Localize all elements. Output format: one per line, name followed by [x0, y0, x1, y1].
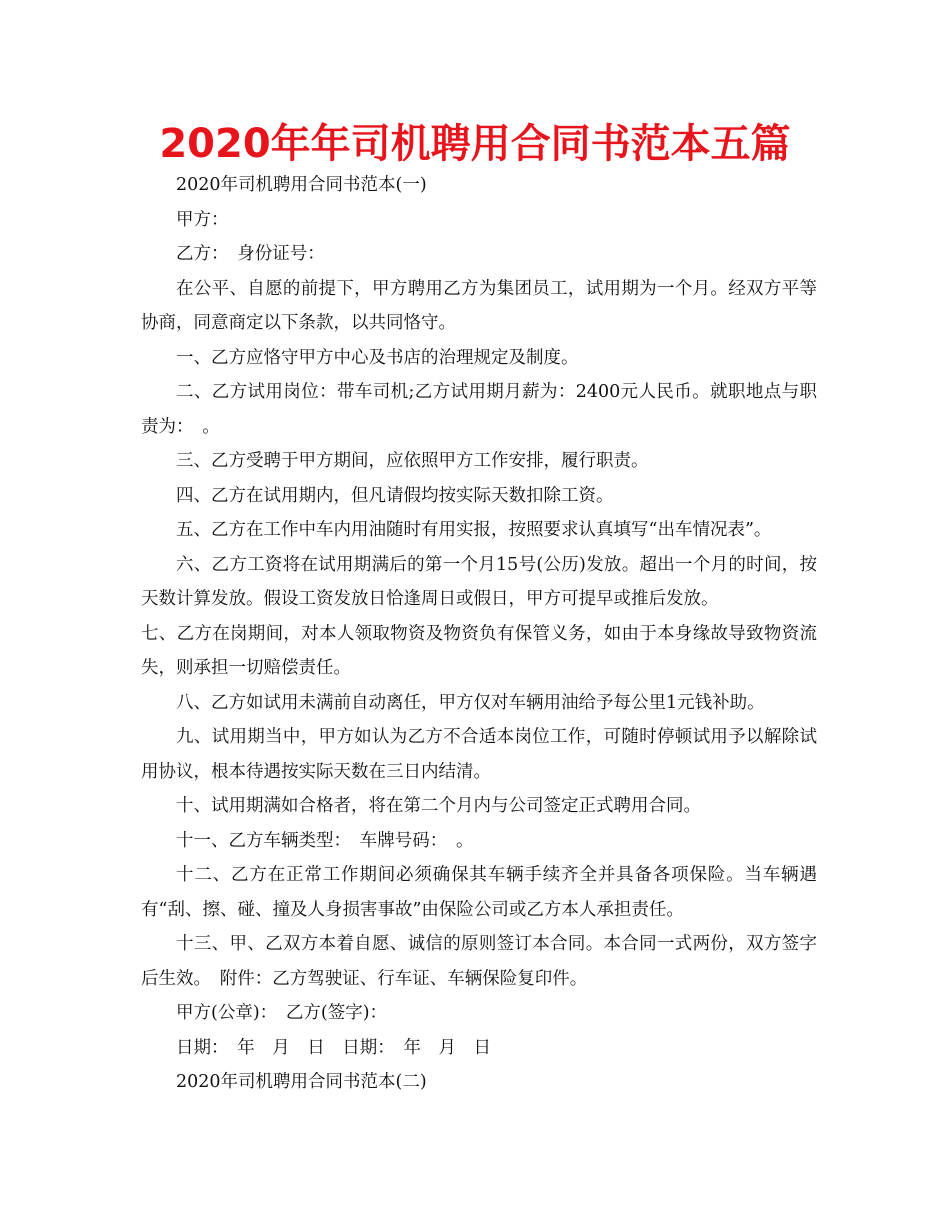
document-body — [141, 168, 817, 1100]
document-paragraph: 十二、乙方在正常工作期间必须确保其车辆手续齐全并具备各项保险。当车辆遇有“刮、擦、碰、撞及人身损害事故”由保险公司或乙方本人承担责任。 — [141, 865, 817, 920]
document-title: 2020年年司机聘用合同书范本五篇 — [159, 121, 791, 167]
document-paragraph: 日期： 年 月 日 日期： 年 月 日 — [176, 1037, 491, 1058]
document-paragraph: 一、乙方应恪守甲方中心及书店的治理规定及制度。 — [176, 347, 579, 368]
document-paragraph: 乙方： 身份证号： — [176, 244, 325, 264]
document-paragraph: 六、乙方工资将在试用期满后的第一个月15号(公历)发放。超出一个月的时间，按天数计算发放。假设工资发放日恰逢周日或假日，甲方可提早或推后发放。 — [141, 554, 817, 609]
document-paragraph: 三、乙方受聘于甲方期间，应依照甲方工作安排，履行职责。 — [176, 451, 649, 471]
document-paragraph: 十三、甲、乙双方本着自愿、诚信的原则签订本合同。本合同一式两份，双方签字后生效。 附件：乙方驾驶证、行车证、车辆保险复印件。 — [141, 934, 817, 989]
document-paragraph: 在公平、自愿的前提下，甲方聘用乙方为集团员工，试用期为一个月。经双方平等协商，同意商定以下条款，以共同恪守。 — [141, 278, 817, 333]
document-paragraph: 2020年司机聘用合同书范本(二) — [176, 1072, 427, 1092]
document-paragraph: 七、乙方在岗期间，对本人领取物资及物资负有保管义务，如由于本身缘故导致物资流失，则承担一切赔偿责任。 — [141, 623, 817, 678]
document-paragraph: 十一、乙方车辆类型： 车牌号码： 。 — [176, 830, 474, 851]
document-paragraph: 甲方： — [176, 209, 229, 230]
document-paragraph: 四、乙方在试用期内，但凡请假均按实际天数扣除工资。 — [176, 485, 614, 506]
document-paragraph: 甲方(公章)： 乙方(签字)： — [176, 1003, 388, 1023]
document-paragraph: 十、试用期满如合格者，将在第二个月内与公司签定正式聘用合同。 — [176, 796, 701, 816]
document-paragraph: 二、乙方试用岗位：带车司机;乙方试用期月薪为：2400元人民币。就职地点与职责为： 。 — [141, 382, 817, 437]
document-paragraph: 2020年司机聘用合同书范本(一) — [176, 175, 427, 195]
document-paragraph: 五、乙方在工作中车内用油随时有用实报，按照要求认真填写“出车情况表”。 — [176, 520, 772, 540]
document-paragraph: 八、乙方如试用未满前自动离任，甲方仅对车辆用油给予每公里1元钱补助。 — [176, 692, 765, 713]
document-paragraph: 九、试用期当中，甲方如认为乙方不合适本岗位工作，可随时停顿试用予以解除试用协议，根本待遇按实际天数在三日内结清。 — [141, 727, 817, 782]
